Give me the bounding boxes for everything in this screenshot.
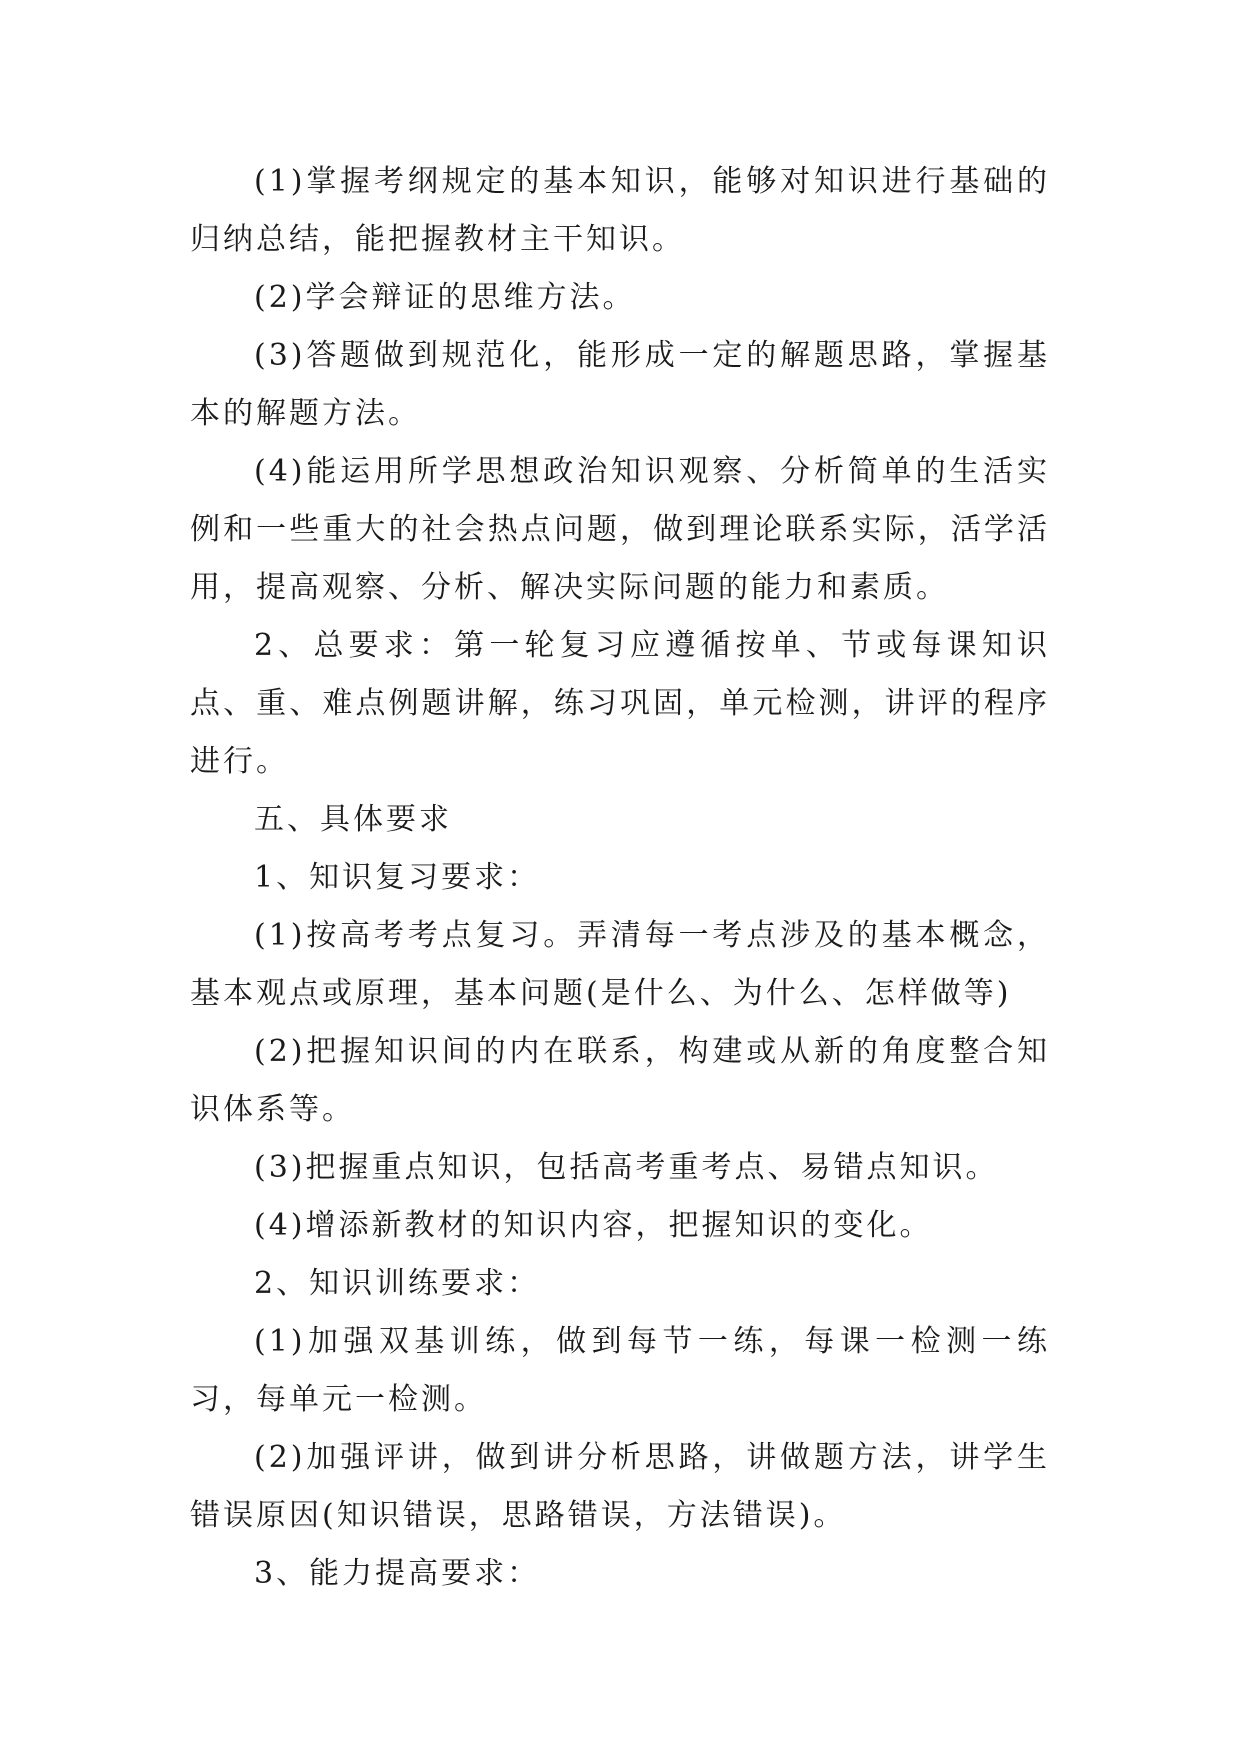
paragraph-goal-3: (3)答题做到规范化，能形成一定的解题思路，掌握基本的解题方法。: [190, 338, 1050, 431]
section-heading-specific-requirements: 五、具体要求: [254, 802, 452, 837]
subheading-knowledge-review: 1、知识复习要求：: [254, 860, 541, 895]
document-body: [190, 153, 1050, 1603]
paragraph-general-requirement: 2、总要求：第一轮复习应遵循按单、节或每课知识点、重、难点例题讲解，练习巩固，单元检测，讲评的程序进行。: [190, 628, 1050, 779]
paragraph-review-3: (3)把握重点知识，包括高考重考点、易错点知识。: [254, 1150, 999, 1185]
subheading-ability-improvement: 3、能力提高要求：: [254, 1556, 541, 1591]
paragraph-review-1: (1)按高考考点复习。弄清每一考点涉及的基本概念，基本观点或原理，基本问题(是什么、为什么、怎样做等): [190, 918, 1050, 1011]
subheading-knowledge-training: 2、知识训练要求：: [254, 1266, 541, 1301]
paragraph-training-2: (2)加强评讲，做到讲分析思路，讲做题方法，讲学生错误原因(知识错误，思路错误，方法错误)。: [190, 1440, 1050, 1533]
paragraph-training-1: (1)加强双基训练，做到每节一练，每课一检测一练习，每单元一检测。: [190, 1324, 1050, 1417]
paragraph-review-2: (2)把握知识间的内在联系，构建或从新的角度整合知识体系等。: [190, 1034, 1050, 1127]
paragraph-goal-4: (4)能运用所学思想政治知识观察、分析简单的生活实例和一些重大的社会热点问题，做到理论联系实际，活学活用，提高观察、分析、解决实际问题的能力和素质。: [190, 454, 1050, 605]
paragraph-review-4: (4)增添新教材的知识内容，把握知识的变化。: [254, 1208, 933, 1243]
paragraph-goal-2: (2)学会辩证的思维方法。: [254, 280, 636, 315]
paragraph-goal-1: (1)掌握考纲规定的基本知识，能够对知识进行基础的归纳总结，能把握教材主干知识。: [190, 164, 1050, 257]
